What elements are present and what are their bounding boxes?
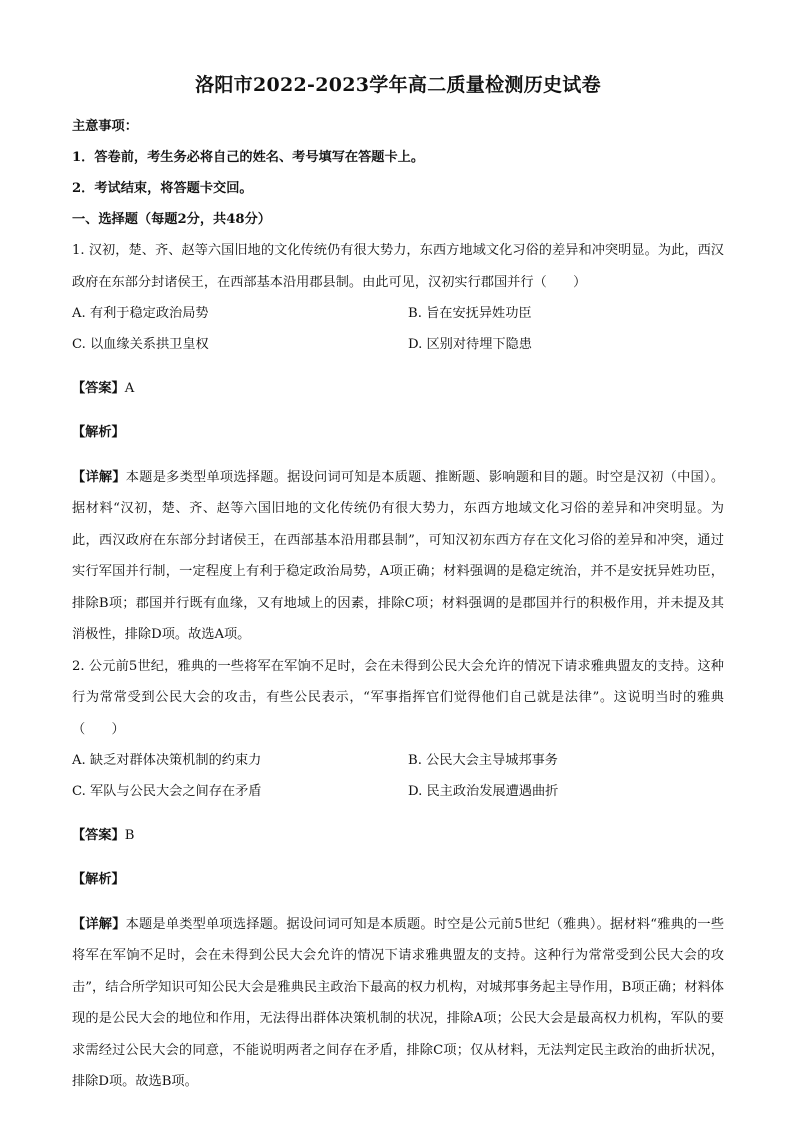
question-stem: 1. 汉初，楚、齐、赵等六国旧地的文化传统仍有很大势力，东西方地域文化习俗的差异和冲突明显。为此，西汉政府在东部分封诸侯王，在西部基本沿用郡县制。由此可见，汉初实行郡国并行（ ） xyxy=(72,243,724,290)
question-stem: 2. 公元前5世纪，雅典的一些将军在军饷不足时，会在未得到公民大会允许的情况下请求雅典盟友的支持。这种行为常常受到公民大会的攻击，有些公民表示，“军事指挥官们觉得他们自己就是法律”。这说明当时的雅典（ ） xyxy=(72,658,724,737)
notice-item: 2．考试结束，将答题卡交回。 xyxy=(72,181,253,196)
notice-item: 1．答卷前，考生务必将自己的姓名、考号填写在答题卡上。 xyxy=(72,150,425,165)
option-b: B. 旨在安抚异姓功臣 xyxy=(408,306,532,321)
detail-text: 本题是单类型单项选择题。据设问词可知是本质题。时空是公元前5世纪（雅典）。据材料“雅典的一些将军在军饷不足时，会在未得到公民大会允许的情况下请求雅典盟友的支持。这种行为常常受到公民大会的攻击”，结合所学知识可知公民大会是雅典民主政治下最高的权力机构，对城邦事务起主导作用，B项正确；材料体现的是公民大会的地位和作用，无法得出群体决策机制的状况，排除A项；公民大会是最高权力机构，军队的要求需经过公民大会的同意，不能说明两者之间存在矛盾，排除C项；仅从材料，无法判定民主政治的曲折状况，排除D项。故选B项。 xyxy=(72,916,725,1090)
options xyxy=(72,745,724,807)
analysis-label: 【解析】 xyxy=(72,425,125,441)
answer-label: 【答案】 xyxy=(72,381,125,397)
answer-line xyxy=(72,373,724,404)
detail-label: 【详解】 xyxy=(72,916,126,932)
option-d: D. 民主政治发展遭遇曲折 xyxy=(408,784,559,800)
notice-heading: 主意事项： xyxy=(72,119,138,134)
answer-value: A xyxy=(124,381,135,397)
section-heading: 一、选择题（每题2分，共48分） xyxy=(72,212,271,227)
question-1 xyxy=(72,235,724,651)
page-title: 洛阳市2022-2023学年高二质量检测历史试卷 xyxy=(195,74,601,96)
option-d: D. 区别对待埋下隐患 xyxy=(408,337,532,352)
detail-paragraph xyxy=(72,462,724,651)
detail-label: 【详解】 xyxy=(72,469,126,485)
option-b: B. 公民大会主导城邦事务 xyxy=(408,753,558,769)
option-a: A. 缺乏对群体决策机制的约束力 xyxy=(72,753,262,769)
option-c: C. 以血缘关系拱卫皇权 xyxy=(72,337,209,352)
answer-label: 【答案】 xyxy=(72,828,125,844)
options xyxy=(72,298,724,360)
analysis-label: 【解析】 xyxy=(72,872,125,888)
detail-paragraph xyxy=(72,909,724,1098)
detail-text: 本题是多类型单项选择题。据设问词可知是本质题、推断题、影响题和目的题。时空是汉初（中国）。据材料“汉初，楚、齐、赵等六国旧地的文化传统仍有很大势力，东西方地域文化习俗的差异和冲突明显。为此，西汉政府在东部分封诸侯王，在西部基本沿用郡县制”，可知汉初东西方存在文化习俗的差异和冲突，通过实行军国并行制，一定程度上有利于稳定政治局势，A项正确；材料强调的是稳定统治，并不是安抚异姓功臣，排除B项；郡国并行既有血缘，又有地域上的因素，排除C项；材料强调的是郡国并行的积极作用，并未提及其消极性，排除D项。故选A项。 xyxy=(72,469,725,643)
option-a: A. 有利于稳定政治局势 xyxy=(72,306,209,321)
answer-value: B xyxy=(124,828,135,844)
question-2 xyxy=(72,651,724,1098)
option-c: C. 军队与公民大会之间存在矛盾 xyxy=(72,784,262,800)
answer-line xyxy=(72,820,724,851)
